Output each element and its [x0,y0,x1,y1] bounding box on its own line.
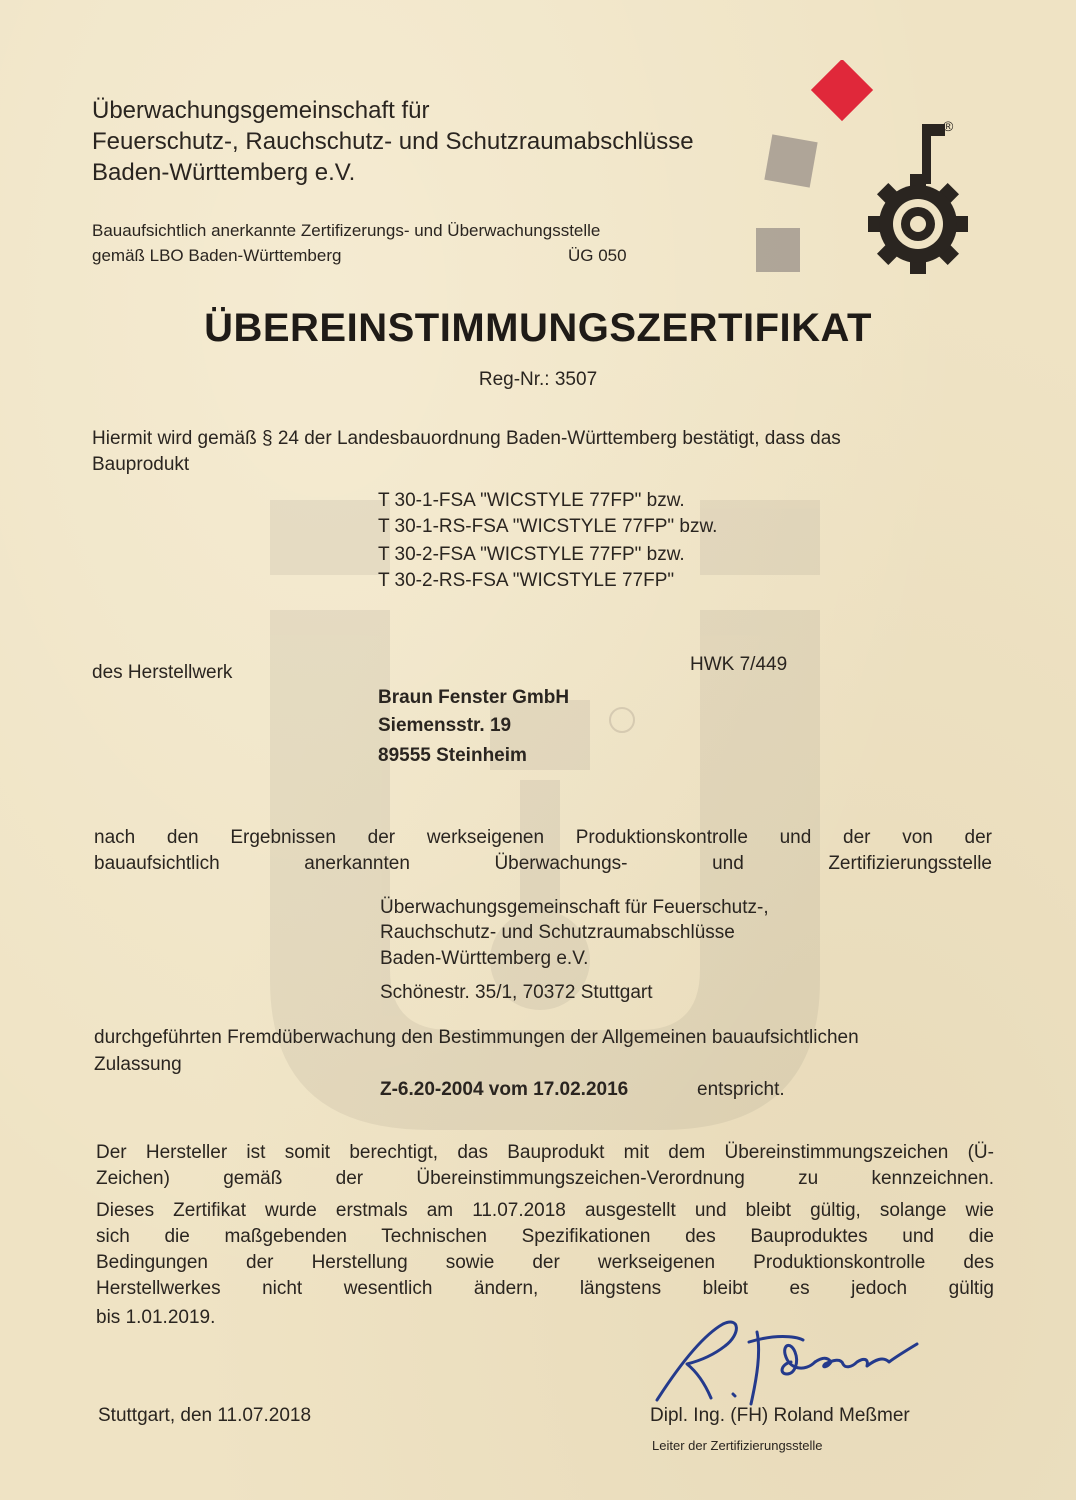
plant-code: HWK 7/449 [690,654,788,675]
registered-mark: ® [943,118,954,134]
page-title: ÜBEREINSTIMMUNGSZERTIFIKAT [204,306,872,350]
registration-number: Reg-Nr.: 3507 [478,369,598,390]
product-line-1: T 30-1-FSA "WICSTYLE 77FP" bzw. [378,490,685,511]
org-name-line-3: Baden-Württemberg e.V. [92,159,356,186]
manufacturer-street: Siemensstr. 19 [378,715,512,736]
recognition-line-1: Bauaufsichtlich anerkannte Zertifizerungs- und Überwachungsstelle [92,221,601,240]
org-name-line-1: Überwachungsgemeinschaft für [92,97,430,124]
gray-square-icon [756,228,800,272]
intro-line-1: Hiermit wird gemäß § 24 der Landesbauordnung Baden-Württemberg bestätigt, dass das [92,428,841,449]
organization-logo [750,60,980,290]
signer-name: Dipl. Ing. (FH) Roland Meßmer [650,1405,910,1426]
product-line-3: T 30-2-FSA "WICSTYLE 77FP" bzw. [378,544,685,565]
paragraph-2-line-2: sich die maßgebenden Technischen Spezifikationen des Bauproduktes und die [96,1226,994,1247]
paragraph-2-line-1: Dieses Zertifikat wurde erstmals am 11.07.2018 ausgestellt und bleibt gültig, solange wie [96,1200,994,1221]
org-code: ÜG 050 [568,246,627,265]
intro-line-2: Bauprodukt [92,454,190,475]
product-line-2: T 30-1-RS-FSA "WICSTYLE 77FP" bzw. [378,516,718,537]
cert-body-line-1: Überwachungsgemeinschaft für Feuerschutz-, [380,897,769,918]
cert-body-address: Schönestr. 35/1, 70372 Stuttgart [380,982,653,1003]
signer-role: Leiter der Zertifizierungsstelle [652,1438,823,1453]
paragraph-2-line-4: Herstellwerkes nicht wesentlich ändern, längstens bleibt es jedoch gültig [96,1278,994,1299]
place-date: Stuttgart, den 11.07.2018 [98,1405,312,1426]
cert-body-line-2: Rauchschutz- und Schutzraumabschlüsse [380,922,735,943]
signature [645,1312,945,1412]
recognition-line-2: gemäß LBO Baden-Württemberg [92,246,342,265]
gray-square-icon [764,134,817,187]
cert-body-line-3: Baden-Württemberg e.V. [380,948,589,969]
gear-icon [847,124,980,290]
plant-label: des Herstellwerk [92,662,233,683]
results-line-1: nach den Ergebnissen der werkseigenen Produktionskontrolle und der von der [94,827,992,848]
approval-line-1: durchgeführten Fremdüberwachung den Bestimmungen der Allgemeinen bauaufsichtlichen [94,1027,859,1048]
paragraph-2-line-3: Bedingungen der Herstellung sowie der werkseigenen Produktionskontrolle des [96,1252,994,1273]
approval-line-2: Zulassung [94,1054,182,1075]
red-diamond-icon [811,60,873,121]
approval-number: Z-6.20-2004 vom 17.02.2016 [380,1079,629,1100]
org-name-line-2: Feuerschutz-, Rauchschutz- und Schutzraumabschlüsse [92,128,694,155]
product-line-4: T 30-2-RS-FSA "WICSTYLE 77FP" [378,570,675,591]
paragraph-1-line-2: Zeichen) gemäß der Übereinstimmungszeichen-Verordnung zu kennzeichnen. [96,1168,994,1189]
manufacturer-city: 89555 Steinheim [378,745,527,766]
manufacturer-name: Braun Fenster GmbH [378,687,570,708]
paragraph-1-line-1: Der Hersteller ist somit berechtigt, das Bauprodukt mit dem Übereinstimmungszeichen (Ü- [96,1142,994,1163]
approval-suffix: entspricht. [697,1079,785,1100]
results-line-2: bauaufsichtlich anerkannten Überwachungs- und Zertifizierungsstelle [94,853,992,874]
paragraph-2-line-5: bis 1.01.2019. [96,1307,216,1328]
